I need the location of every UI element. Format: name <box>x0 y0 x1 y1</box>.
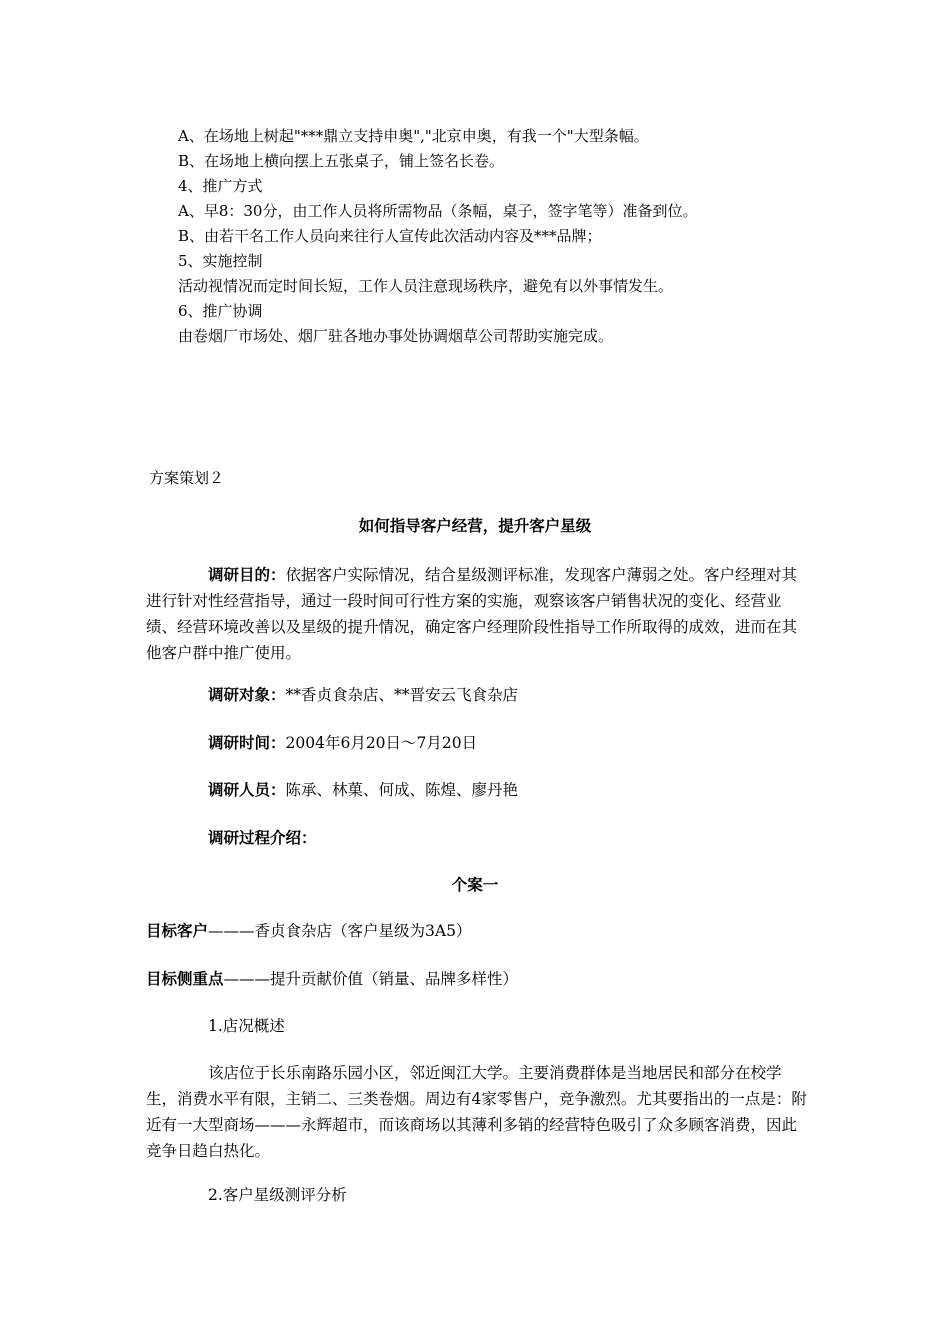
section-1-text: 该店位于长乐南路乐园小区，邻近闽江大学。主要消费群体是当地居民和部分在校学生，消费水平有限，主销二、三类卷烟。周边有4家零售户，竞争激烈。尤其要指出的一点是：附近有一大型商场———永辉超市，而该商场以其薄利多销的经营特色吸引了众多顾客消费，因此竞争日趋白热化。 <box>146 1064 807 1160</box>
staff-text: 陈承、林菓、何成、陈煌、廖丹艳 <box>285 781 519 799</box>
heading-implementation-control: 5、实施控制 <box>178 252 263 270</box>
purpose-text: 依据客户实际情况，结合星级测评标准，发现客户薄弱之处。客户经理对其进行针对性经营指导，通过一段时间可行性方案的实施，观察该客户销售状况的变化、经营业绩、经营环境改善以及星级的提升情况，确定客户经理阶段性指导工作所取得的成效，进而在其他客户群中推广使用。 <box>146 566 798 662</box>
goal-focus-label: 目标侧重点 <box>146 969 224 988</box>
section-1-paragraph <box>146 1060 810 1164</box>
goal-customer-text: ———香贞食杂店（客户星级为3A5） <box>208 922 472 940</box>
promo-item-b-tables: B、在场地上横向摆上五张桌子，铺上签名长卷。 <box>178 152 505 170</box>
time-text: 2004年6月20日～7月20日 <box>285 734 478 752</box>
staff-label: 调研人员： <box>208 780 286 799</box>
staff-paragraph <box>146 777 810 803</box>
coordination-text: 由卷烟厂市场处、烟厂驻各地办事处协调烟草公司帮助实施完成。 <box>178 327 614 345</box>
heading-promotion-method: 4、推广方式 <box>178 177 263 195</box>
goal-focus-text: ———提升贡献价值（销量、品牌多样性） <box>223 970 519 988</box>
document-title: 如何指导客户经营，提升客户星级 <box>358 516 592 535</box>
section-label: 方案策划２ <box>149 469 225 487</box>
goal-focus-line <box>146 966 810 992</box>
target-text: **香贞食杂店、**晋安云飞食杂店 <box>285 686 519 704</box>
section-1-title: 1.店况概述 <box>208 1017 285 1035</box>
case-title: 个案一 <box>451 875 499 894</box>
target-label: 调研对象： <box>208 685 286 704</box>
method-item-a: A、早8：30分，由工作人员将所需物品（条幅，桌子，签字笔等）准备到位。 <box>178 202 698 220</box>
time-paragraph <box>146 730 810 756</box>
control-text: 活动视情况而定时间长短，工作人员注意现场秩序，避免有以外事情发生。 <box>178 277 674 295</box>
section-1-title-line <box>146 1013 810 1039</box>
goal-customer-label: 目标客户 <box>146 921 209 940</box>
method-item-b: B、由若干名工作人员向来往行人宣传此次活动内容及***品牌； <box>178 227 602 245</box>
process-label: 调研过程介绍： <box>208 828 317 847</box>
purpose-paragraph <box>146 562 810 666</box>
purpose-label: 调研目的： <box>208 565 286 584</box>
target-paragraph <box>146 682 810 708</box>
process-paragraph <box>146 825 810 851</box>
section-2-title: 2.客户星级测评分析 <box>208 1186 347 1204</box>
promo-item-a-banner: A、在场地上树起"***鼎立支持申奥","北京申奥，有我一个"大型条幅。 <box>178 127 649 145</box>
goal-customer-line <box>146 918 810 944</box>
time-label: 调研时间： <box>208 733 286 752</box>
section-2-title-line <box>146 1182 810 1208</box>
heading-promotion-coordination: 6、推广协调 <box>178 302 263 320</box>
